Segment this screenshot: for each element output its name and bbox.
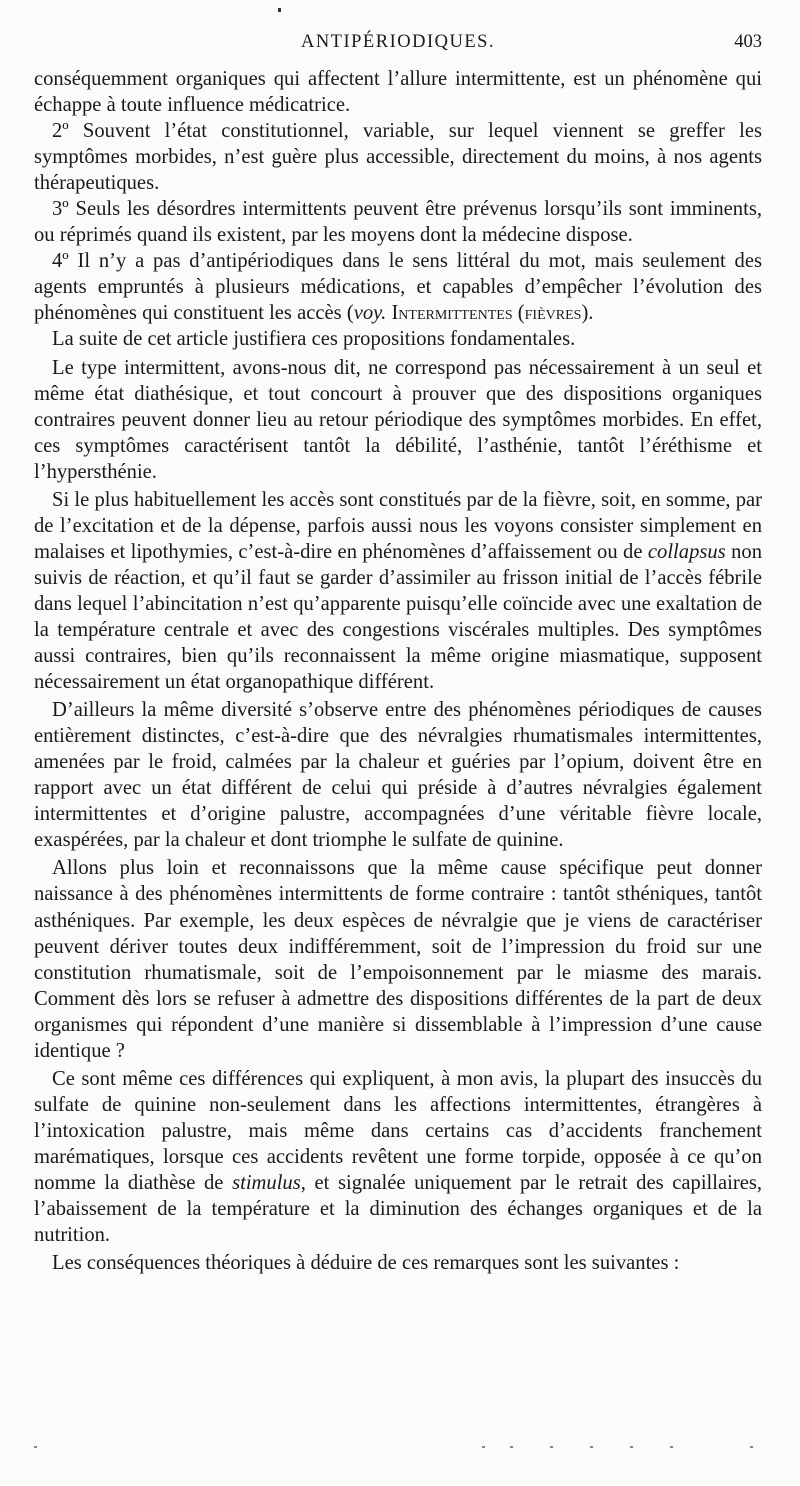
paragraph-text: 3º Seuls les désordres intermittents peuvent être prévenus lorsqu’ils sont imminents, ou réprimés quand ils existent, par les moyens dont la médecine dispose. — [34, 198, 762, 247]
paragraph-text: Le type intermittent, avons-nous dit, ne correspond pas nécessairement à un seul et même état diathésique, et tout concourt à prouver que des dispositions organiques contraires peuvent donner lieu au retour périodique des symptômes morbides. En effet, ces symptômes caractérisent tantôt la débilité, l’asthénie, tantôt l’éréthisme et l’hypersthénie. — [34, 356, 762, 483]
paragraph-point-4: 4º Il n’y a pas d’antipériodiques dans le sens littéral du mot, mais seulement des agents empruntés à plusieurs médications, et capables d’empêcher l’évolution des phénomènes qui constituent les accès (voy. Intermittentes (fièvres). — [34, 250, 762, 325]
paragraph-consequences — [34, 1250, 762, 1276]
cross-reference-subterm: fièvres — [524, 302, 582, 325]
running-title: ANTIPÉRIODIQUES. — [300, 32, 496, 52]
paragraph-cause-specifique — [34, 855, 762, 1063]
cross-reference-term: Intermittentes — [391, 302, 513, 325]
paragraph-text-continued: non suivis de réaction, et qu’il faut se garder d’assimiler au frisson initial de l’accès fébrile dans lequel l’abincitation n’est qu’apparente puisqu’elle coïncide avec une exaltation de la température centrale et avec des congestions viscérales multiples. Des symptômes aussi contraires, bien qu’ils reconnaissent la même origine miasmatique, supposent nécessairement un état organopathique différent. — [34, 540, 763, 694]
paragraph-text: La suite de cet article justifiera ces propositions fondamentales. — [52, 328, 576, 351]
paragraph-type-intermittent — [34, 355, 762, 485]
cross-reference-voy: voy. — [353, 302, 387, 325]
printing-speck — [278, 8, 281, 12]
paragraph-text: D’ailleurs la même diversité s’observe entre des phénomènes périodiques de causes entièrement distinctes, c’est-à-dire que des névralgies rhumatismales intermittentes, amenées par le froid, calmées par la chaleur et guéries par l’opium, doivent être en rapport avec un état différent de celui qui préside à d’autres névralgies également intermittentes et d’origine palustre, accompagnées d’une véritable fièvre locale, exaspérées, par la chaleur et dont triomphe le sulfate de quinine. — [34, 699, 762, 852]
paragraph-justification — [34, 326, 762, 352]
body-text — [34, 66, 762, 1276]
page-number: 403 — [734, 32, 762, 52]
paragraph-insucces — [34, 1066, 762, 1248]
paragraph-acces — [34, 487, 762, 695]
paragraph-point-3 — [34, 196, 762, 248]
term-collapsus: collapsus — [647, 540, 726, 563]
cross-reference-open: ( — [341, 302, 354, 325]
paragraph-text: Allons plus loin et reconnaissons que la même cause spécifique peut donner naissance à des phénomènes intermittents de forme contraire : tantôt sthéniques, tantôt asthéniques. Par exemple, les deux espèces de névralgie que je viens de caractériser peuvent dériver toutes deux indifféremment, soit de l’impression du froid sur une constitution rhumatismale, soit de l’empoisonnement par le miasme des marais. Comment dès lors se refuser à admettre des dispositions différentes de la part de deux organismes qui répondent d’une manière si dissemblable à l’impression d’une cause identique ? — [34, 857, 762, 1062]
paragraph-text: Les conséquences théoriques à déduire de ces remarques sont les suivantes : — [52, 1252, 680, 1275]
paragraph-text: 2º Souvent l’état constitutionnel, variable, sur lequel viennent se greffer les symptômes morbides, n’est guère plus accessible, directement du moins, à nos agents thérapeutiques. — [34, 120, 762, 195]
paragraph-text-continued: , et signalée uniquement par le retrait des capillaires, l’abaissement de la température et la diminution des échanges organiques et de la nutrition. — [34, 1171, 763, 1247]
paragraph-text: Ce sont même ces différences qui expliquent, à mon avis, la plupart des insuccès du sulfate de quinine non-seulement dans les affections intermittentes, étrangères à l’intoxication palustre, mais même dans certains cas d’accidents franchement marématiques, lorsque ces accidents revêtent une forme torpide, opposée à ce qu’on nomme la diathèse de — [34, 1067, 762, 1194]
page-header — [34, 30, 762, 60]
paragraph-diversite — [34, 697, 762, 853]
paragraph-point-2 — [34, 118, 762, 196]
cross-reference-close: ). — [581, 302, 594, 325]
paragraph-text: conséquemment organiques qui affectent l’allure intermittente, est un phénomène qui échappe à toute influence médicatrice. — [34, 68, 762, 117]
paragraph-text: 4º Il n’y a pas d’antipériodiques dans le sens littéral du mot, mais seulement des agents empruntés à plusieurs médications, et capables d’empêcher l’évolution des phénomènes qui constituent les accès — [34, 250, 762, 325]
paragraph-text: Si le plus habituellement les accès sont constitués par de la fièvre, soit, en somme, par de l’excitation et de la dépense, parfois aussi nous les voyons consister simplement en malaises et lipothymies, c’est-à-dire en phénomènes d’affaissement ou de — [34, 488, 762, 563]
bottom-print-marks — [30, 1446, 770, 1456]
term-stimulus: stimulus — [232, 1171, 301, 1194]
paragraph-continuation — [34, 66, 762, 118]
